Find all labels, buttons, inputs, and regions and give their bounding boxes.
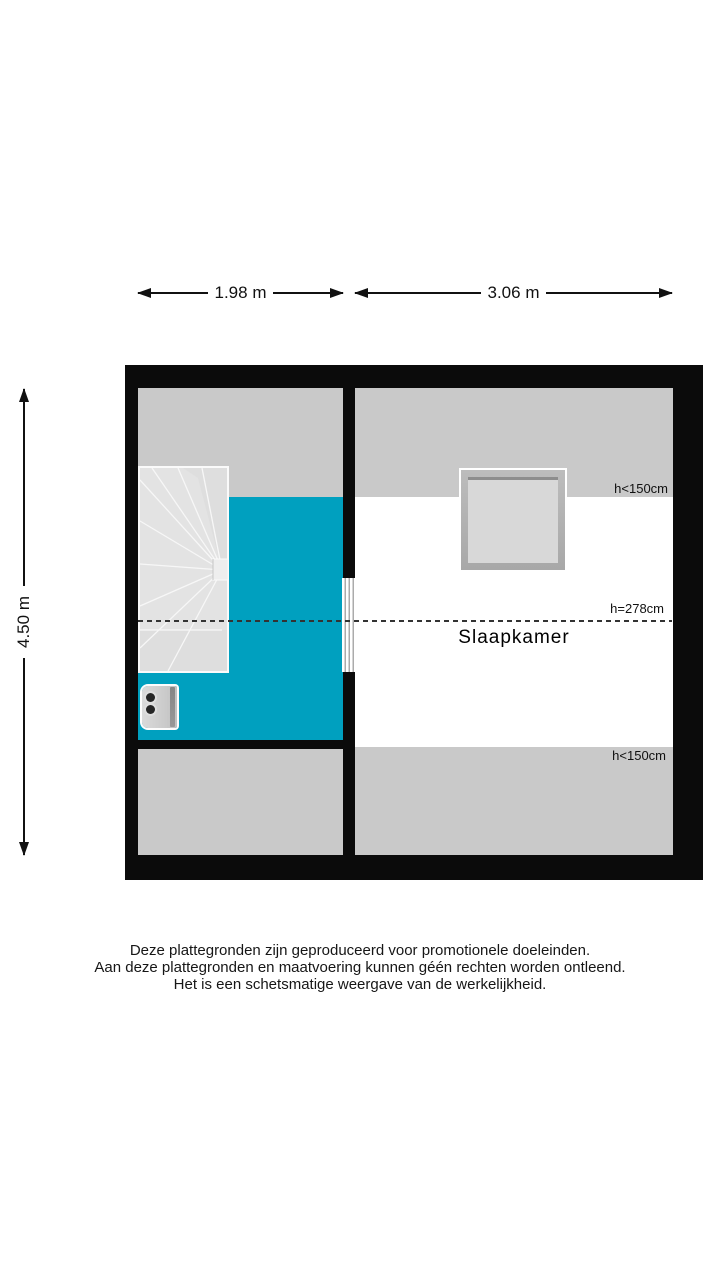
boiler-panel bbox=[170, 687, 175, 727]
arrowhead-left-icon bbox=[137, 288, 151, 298]
dimension-height-side bbox=[15, 389, 33, 855]
ceiling-height-label-bottom: h<150cm bbox=[612, 748, 666, 763]
arrowhead-left-icon bbox=[354, 288, 368, 298]
disclaimer-line-3: Het is een schetsmatige weergave van de werkelijkheid. bbox=[173, 976, 547, 993]
staircase-icon bbox=[138, 466, 229, 673]
ceiling-height-dashed-line bbox=[138, 620, 672, 622]
storage-area-bottom-left bbox=[138, 749, 343, 855]
disclaimer-line-2: Aan deze plattegronden en maatvoering kunnen géén rechten worden ontleend. bbox=[94, 959, 626, 976]
ceiling-height-label-middle: h=278cm bbox=[610, 601, 664, 616]
disclaimer-text bbox=[60, 942, 660, 993]
skylight-hinge bbox=[468, 477, 558, 480]
ceiling-height-label-top: h<150cm bbox=[614, 481, 668, 496]
dimension-width-left bbox=[138, 285, 343, 301]
arrowhead-right-icon bbox=[330, 288, 344, 298]
skylight-glass bbox=[468, 477, 558, 563]
wall-opening bbox=[342, 578, 356, 672]
boiler-knob-icon bbox=[146, 705, 155, 714]
dimension-width-left-label: 1.98 m bbox=[208, 284, 274, 302]
room-bedroom-label: Slaapkamer bbox=[458, 627, 570, 648]
dimension-width-right-label: 3.06 m bbox=[481, 284, 547, 302]
interior-wall bbox=[138, 740, 343, 749]
arrowhead-down-icon bbox=[19, 842, 29, 856]
boiler-icon bbox=[142, 686, 177, 728]
dimension-width-right bbox=[355, 285, 672, 301]
arrowhead-up-icon bbox=[19, 388, 29, 402]
skylight-window-icon bbox=[461, 470, 565, 570]
arrowhead-right-icon bbox=[659, 288, 673, 298]
disclaimer-line-1: Deze plattegronden zijn geproduceerd voor promotionele doeleinden. bbox=[129, 942, 591, 959]
dimension-height-side-label: 4.50 m bbox=[15, 586, 33, 658]
slope-area-bottom-right bbox=[355, 747, 673, 855]
boiler-knob-icon bbox=[146, 693, 155, 702]
